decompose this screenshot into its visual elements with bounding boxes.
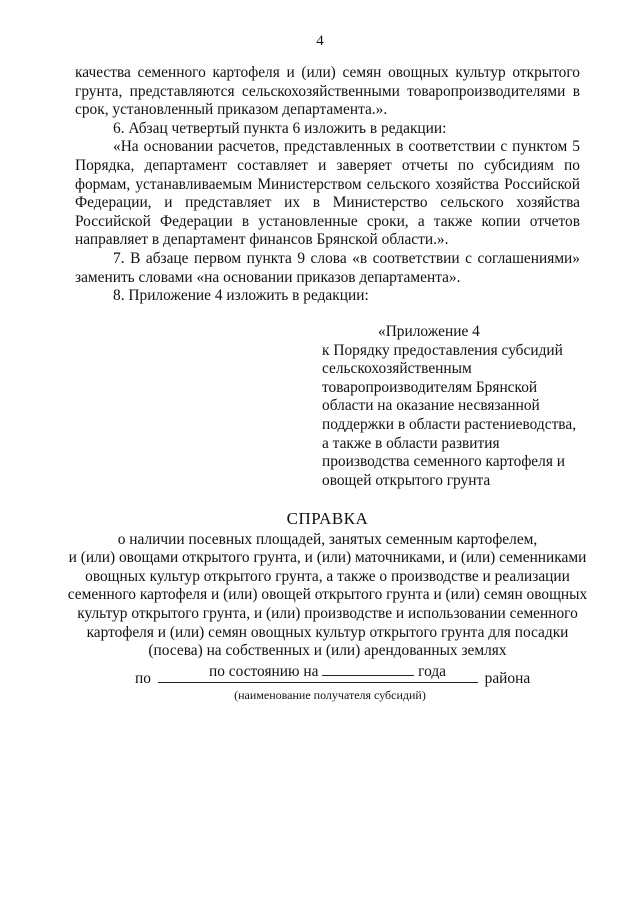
recipient-suffix: района [484,670,531,687]
appendix-header [322,323,584,490]
page-number: 4 [316,33,324,49]
paragraph-item-7: 7. В абзаце первом пункта 9 слова «в соответствии с соглашениями» заменить словами «на основании приказов департамента». [75,249,580,286]
appendix-description: к Порядку предоставления субсидий сельскохозяйственным товаропроизводителям Брянской области на оказание несвязанной поддержки в области растениеводства, а также в области развития производства семенного картофеля и овощей открытого грунта [322,341,577,489]
recipient-prefix: по [135,670,151,687]
recipient-name-blank[interactable] [158,668,478,683]
recipient-line [135,668,555,689]
certificate-block [60,510,595,681]
certificate-title: СПРАВКА [286,509,369,528]
status-suffix: года [418,662,446,680]
certificate-subtitle-line: овощных культур открытого грунта, а также о производстве и реализации [85,567,570,585]
certificate-subtitle-line: и (или) овощами открытого грунта, и (или) маточниками, и (или) семенниками [68,549,587,567]
certificate-subtitle-line: (посева) на собственных и (или) арендованных землях [148,642,507,660]
certificate-subtitle-line: о наличии посевных площадей, занятых семенным картофелем, [117,530,538,548]
status-prefix: по состоянию на [209,662,319,680]
certificate-subtitle-line: картофеля и (или) семян овощных культур открытого грунта для посадки [86,623,569,641]
paragraph-item-8: 8. Приложение 4 изложить в редакции: [113,287,369,305]
body-text [75,64,580,306]
certificate-subtitle-line: семенного картофеля и (или) овощей открытого грунта и (или) семян овощных [67,586,588,604]
appendix-title: «Приложение 4 [378,323,480,340]
paragraph-item-6-text: «На основании расчетов, представленных в соответствии с пунктом 5 Порядка, департамент составляет и заверяет отчеты по субсидиям по формам, устанавливаемым Министерством сельского хозяйства Российской Федерации, и представляет их в Министерство сельского хозяйства Российской Федерации в установленные сроки, а также копии отчетов направляет в департамент финансов Брянской области.». [75,138,580,249]
paragraph-continuation: качества семенного картофеля и (или) семян овощных культур открытого грунта, представляются сельскохозяйственными товаропроизводителями в срок, установленный приказом департамента.». [75,64,580,119]
paragraph-item-6: 6. Абзац четвертый пункта 6 изложить в редакции: [113,119,447,137]
recipient-caption: (наименование получателя субсидий) [234,688,426,702]
certificate-subtitle-line: культур открытого грунта, и (или) производстве и использовании семенного [77,604,578,622]
